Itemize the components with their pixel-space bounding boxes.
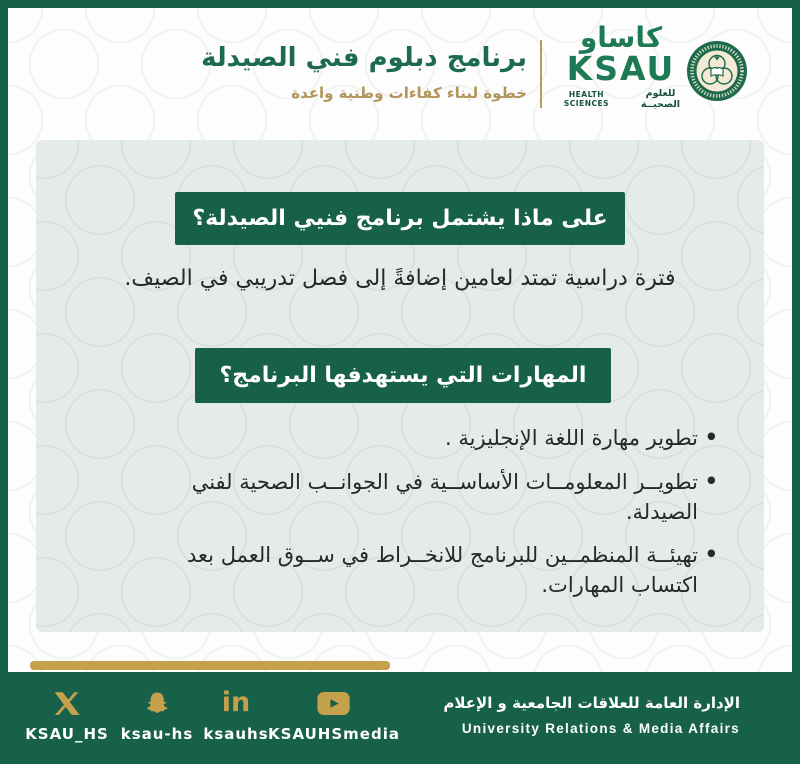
department-name-arabic: الإدارة العامة للعلاقات الجامعية و الإعلام (443, 694, 740, 712)
logo-tagline (550, 88, 692, 110)
program-title: برنامج دبلوم فني الصيدلة (201, 43, 527, 73)
footer-accent-bar (30, 661, 390, 670)
footer (0, 672, 800, 764)
content-card (36, 140, 764, 632)
social-youtube[interactable] (268, 688, 400, 743)
social-handle: ksauhs (203, 725, 269, 743)
program-subtitle: خطوة لبناء كفاءات وطنية واعدة (291, 83, 527, 102)
department-name-english: University Relations & Media Affairs (461, 721, 740, 736)
social-snapchat[interactable] (121, 688, 194, 743)
section2-heading-banner: المهارات التي يستهدفها البرنامج؟ (195, 348, 611, 403)
section1-body-text: فترة دراسية تمتد لعامين إضافةً إلى فصل تدريبي في الصيف. (124, 266, 676, 291)
social-x-twitter[interactable] (25, 688, 109, 743)
university-seal-icon (686, 40, 748, 102)
youtube-icon (268, 688, 400, 718)
logo-tag-english: HEALTH SCIENCES (563, 90, 610, 109)
linkedin-icon: in (221, 687, 251, 718)
social-handle: KSAUHSmedia (268, 725, 400, 743)
list-item: • تطوير مهارة اللغة الإنجليزية . (120, 424, 718, 454)
header-divider (540, 40, 542, 108)
x-twitter-icon (25, 688, 109, 718)
social-handle: KSAU_HS (25, 725, 109, 743)
logo-acronym: KSAU (566, 49, 676, 89)
snapchat-icon (121, 688, 194, 718)
skills-bullet-list (120, 424, 718, 615)
social-linkedin[interactable] (203, 688, 268, 743)
list-item: • تهيئــة المنظمــين للبرنامج للانخــراط في ســوق العمل بعد اكتساب المهارات. (120, 541, 718, 601)
ksau-wordmark (550, 22, 692, 110)
logo-arabic-name: كاساو (579, 21, 663, 54)
logo-tag-arabic: للعلوم الصحيــة (640, 88, 681, 111)
section1-heading-banner: على ماذا يشتمل برنامج فنيي الصيدلة؟ (175, 192, 625, 245)
list-item: • تطويــر المعلومــات الأساســية في الجوانــب الصحية لفني الصيدلة. (120, 468, 718, 528)
program-title-block (201, 42, 527, 102)
social-handle: ksau-hs (120, 725, 194, 743)
department-block (443, 694, 740, 736)
